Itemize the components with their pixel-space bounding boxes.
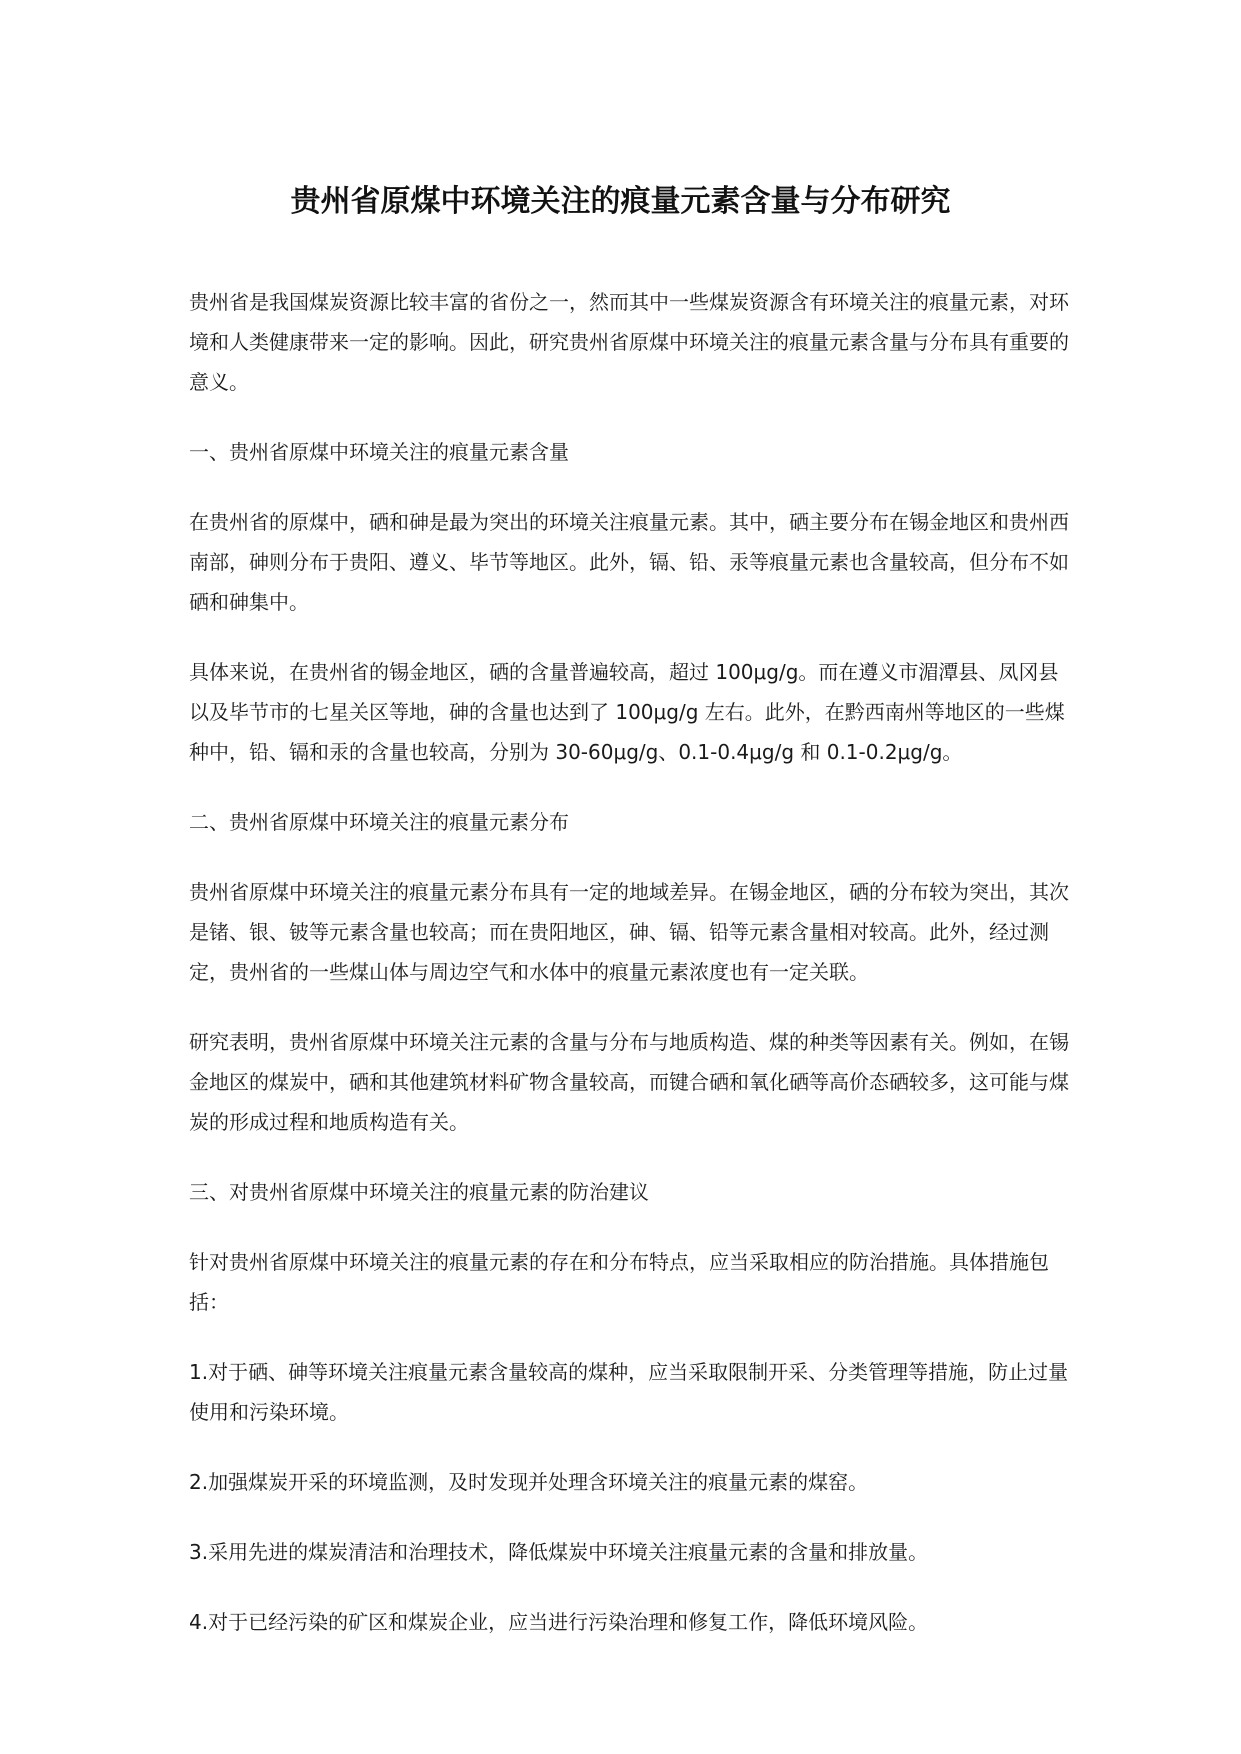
section-heading-1: 一、贵州省原煤中环境关注的痕量元素含量 xyxy=(189,440,569,464)
paragraph-content-1: 在贵州省的原煤中，硒和砷是最为突出的环境关注痕量元素。其中，硒主要分布在锡金地区和贵州西南部，砷则分布于贵阳、遵义、毕节等地区。此外，镉、铅、汞等痕量元素也含量较高，但分布不如硒和砷集中。 xyxy=(189,510,1069,614)
list-item-measure-2: 2.加强煤炭开采的环境监测，及时发现并处理含环境关注的痕量元素的煤窑。 xyxy=(189,1470,869,1494)
document-body xyxy=(189,282,1069,1672)
paragraph-intro: 贵州省是我国煤炭资源比较丰富的省份之一，然而其中一些煤炭资源含有环境关注的痕量元素，对环境和人类健康带来一定的影响。因此，研究贵州省原煤中环境关注的痕量元素含量与分布具有重要的意义。 xyxy=(189,290,1069,394)
section-heading-3: 三、对贵州省原煤中环境关注的痕量元素的防治建议 xyxy=(189,1180,649,1204)
paragraph-distribution-1: 贵州省原煤中环境关注的痕量元素分布具有一定的地域差异。在锡金地区，硒的分布较为突出，其次是锗、银、铍等元素含量也较高；而在贵阳地区，砷、镉、铅等元素含量相对较高。此外，经过测定，贵州省的一些煤山体与周边空气和水体中的痕量元素浓度也有一定关联。 xyxy=(189,880,1069,984)
paragraph-measures-intro: 针对贵州省原煤中环境关注的痕量元素的存在和分布特点，应当采取相应的防治措施。具体措施包括： xyxy=(189,1250,1049,1314)
list-item-measure-1: 1.对于硒、砷等环境关注痕量元素含量较高的煤种，应当采取限制开采、分类管理等措施，防止过量使用和污染环境。 xyxy=(189,1360,1069,1424)
list-item-measure-3: 3.采用先进的煤炭清洁和治理技术，降低煤炭中环境关注痕量元素的含量和排放量。 xyxy=(189,1540,929,1564)
paragraph-content-2: 具体来说，在贵州省的锡金地区，硒的含量普遍较高，超过 100μg/g。而在遵义市湄潭县、凤冈县以及毕节市的七星关区等地，砷的含量也达到了 100μg/g 左右。此外，在黔西南州等地区的一些煤种中，铅、镉和汞的含量也较高，分别为 30-60μg/g、0.1-0.4μg/g 和 0.1-0.2μg/g。 xyxy=(189,660,1065,764)
document-title: 贵州省原煤中环境关注的痕量元素含量与分布研究 xyxy=(290,184,951,219)
paragraph-distribution-2: 研究表明，贵州省原煤中环境关注元素的含量与分布与地质构造、煤的种类等因素有关。例如，在锡金地区的煤炭中，硒和其他建筑材料矿物含量较高，而键合硒和氧化硒等高价态硒较多，这可能与煤炭的形成过程和地质构造有关。 xyxy=(189,1030,1069,1134)
section-heading-2: 二、贵州省原煤中环境关注的痕量元素分布 xyxy=(189,810,569,834)
list-item-measure-4: 4.对于已经污染的矿区和煤炭企业，应当进行污染治理和修复工作，降低环境风险。 xyxy=(189,1610,929,1634)
